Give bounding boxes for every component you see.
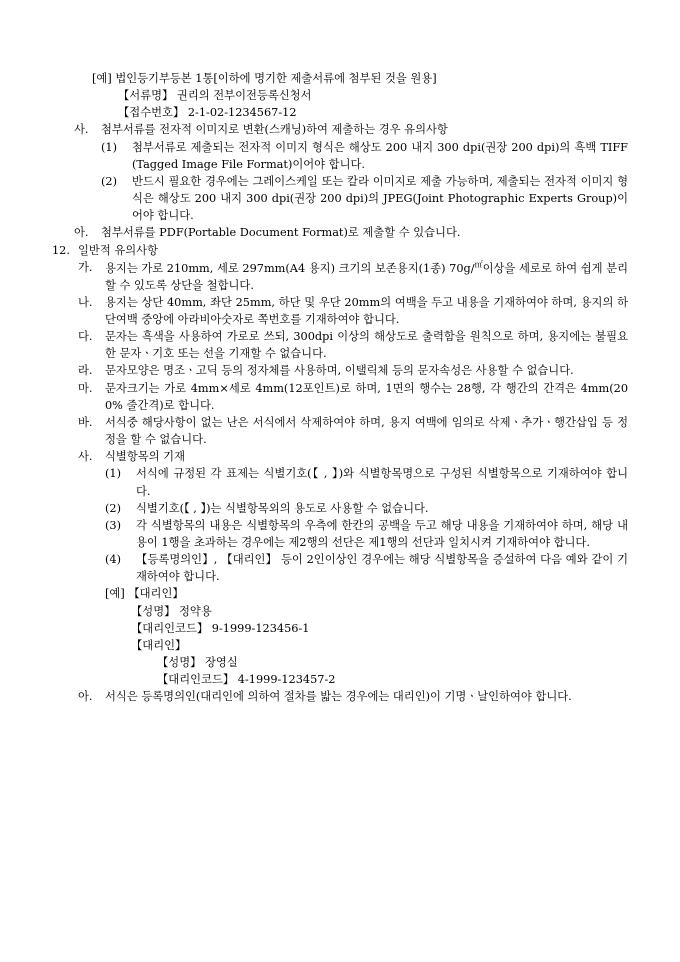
example2-agent2-label: 【대리인】	[131, 638, 187, 652]
clause-ra-text: 문자모양은 명조ㆍ고딕 등의 정자체를 사용하며, 이탤릭체 등의 문자속성은 사용할 수 없습니다.	[105, 364, 574, 378]
example-doc-name-line	[118, 87, 628, 104]
clause-na-text: 용지는 상단 40mm, 좌단 25mm, 하단 및 우단 20mm의 여백을 두고 내용을 기재하여야 하며, 용지의 하단여백 중앙에 아라비아숫자로 쪽번호를 기재하여야 합니다.	[105, 295, 628, 326]
clause-ah	[74, 224, 628, 241]
clause-sa2	[78, 448, 628, 465]
example-receipt-no-text: 【접수번호】 2-1-02-1234567-12	[118, 106, 297, 120]
example2-code1-value: 9-1999-123456-1	[211, 621, 310, 635]
section-12	[52, 242, 628, 259]
clause-ma	[78, 380, 628, 414]
clause-ma-marker: 마.	[78, 381, 93, 395]
example2-label-text: [예] 【대리인】	[105, 587, 184, 601]
example-header-line	[92, 70, 628, 87]
example-receipt-no-line	[118, 104, 628, 121]
clause-sa2-4-text: 【등록명의인】, 【대리인】 등이 2인이상인 경우에는 해당 식별항목을 증설하여 다음 예와 같이 기재하여야 합니다.	[136, 553, 628, 584]
clause-ah-marker: 아.	[74, 226, 89, 240]
clause-ah2	[78, 688, 628, 705]
clause-ba-text: 서식중 해당사항이 없는 난은 서식에서 삭제하여야 하며, 용지 여백에 임의로 삭제ㆍ추가ㆍ행간삽입 등 정정을 할 수 없습니다.	[105, 415, 628, 447]
clause-sa2-4	[105, 551, 628, 585]
clause-ba-marker: 바.	[78, 415, 93, 429]
clause-sa-1	[101, 139, 628, 173]
clause-ah2-text: 서식은 등록명의인(대리인에 의하여 절차를 밟는 경우에는 대리인)이 기명ㆍ날인하여야 합니다.	[105, 690, 572, 704]
example2-name2-label: 【성명】	[157, 656, 202, 670]
example2-name1-label: 【성명】	[131, 604, 176, 618]
example-doc-name-text: 【서류명】 권리의 전부이전등록신청서	[118, 89, 312, 103]
clause-sa2-4-marker: (4)	[105, 553, 122, 567]
clause-sa-text: 첨부서류를 전자적 이미지로 변환(스캐닝)하여 제출하는 경우 유의사항	[101, 123, 448, 137]
clause-sa-2-marker: (2)	[101, 174, 118, 188]
example2-agent2-line	[131, 637, 628, 654]
clause-na	[78, 294, 628, 328]
section-12-marker: 12.	[52, 243, 70, 257]
clause-ah-text: 첨부서류를 PDF(Portable Document Format)로 제출할 수 있습니다.	[101, 226, 461, 240]
clause-ah2-marker: 아.	[78, 690, 93, 704]
clause-sa2-2-text: 식별기호(【 , 】)는 식별항목외의 용도로 사용할 수 없습니다.	[136, 501, 429, 515]
example2-label-line	[105, 585, 628, 602]
example2-name1-value: 정약용	[179, 604, 212, 618]
clause-sa2-3-text: 각 식별항목의 내용은 식별항목의 우측에 한칸의 공백을 두고 해당 내용을 기재하여야 하며, 해당 내용이 1행을 초과하는 경우에는 제2행의 선단은 제1행의 선단과 일치시켜 기재하여야 합니다.	[136, 518, 628, 549]
clause-ma-text: 문자크기는 가로 4mm×세로 4mm(12포인트)로 하며, 1면의 행수는 28행, 각 행간의 간격은 4mm(200% 줄간격)로 합니다.	[105, 381, 628, 412]
example2-code2-label: 【대리인코드】	[157, 673, 235, 687]
clause-ga-text-post: 이상을 세로로 하여 쉽게 분리할 수 있도록 상단을 철합니다.	[105, 261, 628, 292]
clause-da-text: 문자는 흑색을 사용하여 가로로 쓰되, 300dpi 이상의 해상도로 출력함을 원칙으로 하며, 용지에는 불필요한 문자ㆍ기호 또는 선을 기재할 수 없습니다.	[105, 330, 628, 361]
clause-sa2-1-marker: (1)	[105, 467, 122, 481]
example2-name2-value: 장영실	[205, 656, 238, 670]
example-header-text: [예] 법인등기부등본 1통[이하에 명기한 제출서류에 첨부된 것을 원용]	[92, 72, 437, 85]
clause-ga-unit-sup: ㎡	[474, 259, 483, 269]
clause-ga-text-pre: 용지는 가로 210mm, 세로 297mm(A4 용지) 크기의 보존용지(1종) 70g/	[105, 261, 475, 275]
clause-sa-marker: 사.	[74, 123, 89, 137]
clause-sa-2-text: 반드시 필요한 경우에는 그레이스케일 또는 칼라 이미지로 제출 가능하며, 제출되는 전자적 이미지 형식은 해상도 200 내지 300 dpi(권장 200 dpi)의 JPEG(Joint Photographic Experts Group)이어야 합니다.	[132, 174, 628, 223]
example2-name2-line	[157, 654, 628, 671]
example2-code2-value: 4-1999-123457-2	[237, 673, 336, 687]
clause-sa2-marker: 사.	[78, 450, 93, 464]
clause-ga	[78, 259, 628, 294]
example2-code1-label: 【대리인코드】	[131, 621, 209, 635]
clause-sa2-3	[105, 517, 628, 551]
clause-sa-1-marker: (1)	[101, 140, 118, 154]
clause-sa-1-text: 첨부서류로 제출되는 전자적 이미지 형식은 해상도 200 내지 300 dpi(권장 200 dpi)의 흑백 TIFF(Tagged Image File Format)이어야 합니다.	[132, 140, 628, 171]
example2-code1-line	[131, 620, 628, 637]
clause-ba	[78, 414, 628, 448]
clause-sa2-3-marker: (3)	[105, 518, 122, 532]
clause-ga-marker: 가.	[78, 260, 93, 274]
clause-na-marker: 나.	[78, 295, 93, 309]
clause-sa2-1	[105, 465, 628, 499]
example2-code2-line	[157, 671, 628, 688]
clause-sa2-text: 식별항목의 기재	[105, 450, 185, 464]
section-12-title: 일반적 유의사항	[78, 243, 158, 257]
clause-sa	[74, 121, 628, 138]
example2-name1-line	[131, 603, 628, 620]
clause-sa-2	[101, 173, 628, 224]
clause-da	[78, 328, 628, 362]
clause-sa2-1-text: 서식에 규정된 각 표제는 식별기호(【 , 】)와 식별항목명으로 구성된 식별항목으로 기재하여야 합니다.	[136, 467, 628, 498]
clause-da-marker: 다.	[78, 330, 93, 344]
clause-sa2-2-marker: (2)	[105, 501, 122, 515]
clause-ra-marker: 라.	[78, 364, 93, 378]
clause-sa2-2	[105, 500, 628, 517]
clause-ra	[78, 362, 628, 379]
clause-ga-text	[105, 259, 628, 294]
